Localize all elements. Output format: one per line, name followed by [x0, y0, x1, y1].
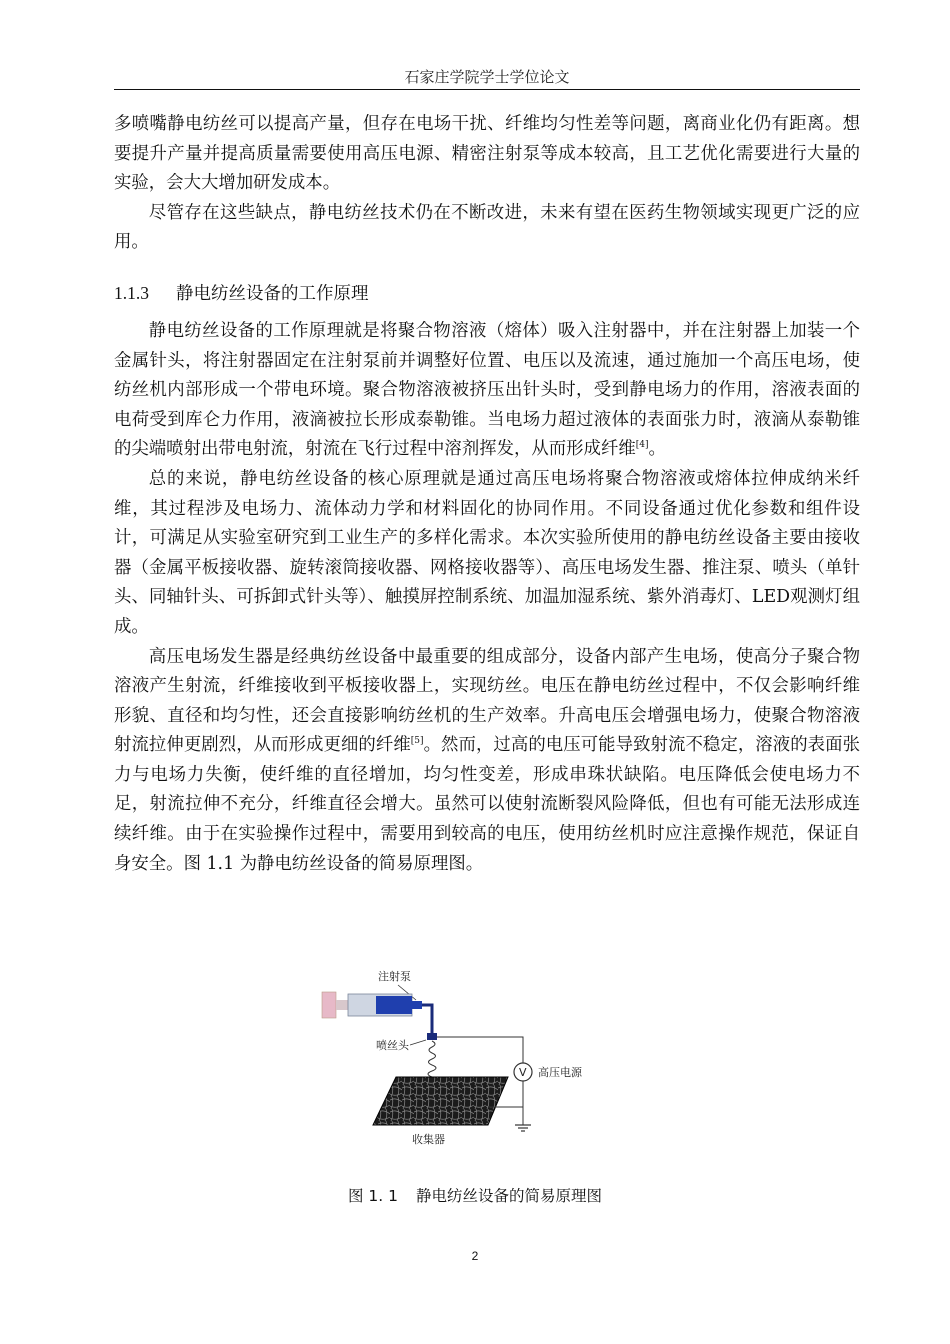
paragraph-text: 静电纺丝设备的工作原理就是将聚合物溶液（熔体）吸入注射器中，并在注射器上加装一个金属针头，将注射器固定在注射泵前并调整好位置、电压以及流速，通过施加一个高压电场，使纺丝机内部形成一个带电环境。聚合物溶液被挤压出针头时，受到静电场力的作用，溶液表面的电荷受到库仑力作用，液滴被拉长形成泰勒锥。当电场力超过液体的表面张力时，液滴从泰勒锥的尖端喷射出带电射流，射流在飞行过程中溶剂挥发，从而形成纤维 — [114, 320, 860, 460]
collector — [373, 1077, 508, 1125]
paragraph-text: 。 — [648, 439, 666, 460]
section-heading — [114, 280, 860, 307]
needle — [422, 1005, 432, 1035]
section-title: 静电纺丝设备的工作原理 — [176, 283, 369, 304]
syringe-fluid — [376, 996, 412, 1014]
paragraph: 总的来说，静电纺丝设备的核心原理就是通过高压电场将聚合物溶液或熔体拉伸成纳米纤维，其过程涉及电场力、流体动力学和材料固化的协同作用。不同设备通过优化参数和组件设计，可满足从实验室研究到工业生产的多样化需求。本次实验所使用的静电纺丝设备主要由接收器（金属平板接收器、旋转滚筒接收器、网格接收器等）、高压电场发生器、推注泵、喷头（单针头、同轴针头、可拆卸式针头等）、触摸屏控制系统、加温加湿系统、紫外消毒灯、LED观测灯组成。 — [114, 468, 860, 637]
paragraph-text: 高压电场发生器是经典纺丝设备中最重要的组成部分，设备内部产生电场，使高分子聚合物溶液产生射流，纤维接收到平板接收器上，实现纺丝。电压在静电纺丝过程中，不仅会影响纤维形貌、直径和均匀性，还会直接影响纺丝机的生产效率。升高电压会增强电场力，使聚合物溶液射流拉伸更剧烈，从而形成更细的纤维 — [114, 646, 860, 756]
header-rule — [114, 89, 860, 90]
page-header: 石家庄学院学士学位论文 — [404, 68, 570, 86]
paragraph — [114, 317, 860, 465]
paragraph: 尽管存在这些缺点，静电纺丝技术仍在不断改进，未来有望在医药生物领域实现更广泛的应用。 — [114, 202, 860, 253]
figure-title: 静电纺丝设备的简易原理图 — [416, 1187, 603, 1205]
label-power: 高压电源 — [538, 1066, 582, 1079]
jet-whip — [428, 1041, 436, 1077]
label-nozzle: 喷丝头 — [376, 1039, 409, 1052]
syringe — [322, 992, 422, 1018]
voltmeter-symbol: V — [519, 1066, 527, 1079]
syringe-rod — [336, 1000, 348, 1010]
syringe-tip — [412, 1001, 422, 1009]
citation[interactable]: [4] — [635, 440, 649, 451]
nozzle — [427, 1033, 437, 1040]
paragraph-text: 。然而，过高的电压可能导致射流不稳定，溶液的表面张力与电场力失衡，使纤维的直径增加，均匀性变差，形成串珠状缺陷。电压降低会使电场力不足，射流拉伸不充分，纤维直径会增大。虽然可以使射流断裂风险降低，但也有可能无法形成连续纤维。由于在实验操作过程中，需要用到较高的电压，使用纺丝机时应注意操作规范，保证自身安全。图 1.1 为静电纺丝设备的简易原理图。 — [114, 735, 860, 874]
label-collector: 收集器 — [412, 1133, 445, 1146]
figure-caption — [0, 1184, 950, 1206]
page-number: 2 — [471, 1249, 479, 1263]
paragraph: 多喷嘴静电纺丝可以提高产量，但存在电场干扰、纤维均匀性差等问题，离商业化仍有距离。想要提升产量并提高质量需要使用高压电源、精密注射泵等成本较高，且工艺优化需要进行大量的实验，会大大增加研发成本。 — [114, 114, 860, 194]
citation[interactable]: [5] — [410, 736, 424, 747]
label-pump: 注射泵 — [378, 970, 411, 983]
body-content — [114, 110, 860, 879]
electrospinning-diagram — [318, 965, 618, 1150]
figure-number: 图 1. 1 — [347, 1187, 398, 1205]
nozzle-leader-line — [410, 1040, 426, 1045]
section-number: 1.1.3 — [114, 282, 149, 303]
ground-icon — [515, 1125, 531, 1131]
paragraph — [114, 643, 860, 880]
syringe-plunger — [322, 992, 336, 1018]
